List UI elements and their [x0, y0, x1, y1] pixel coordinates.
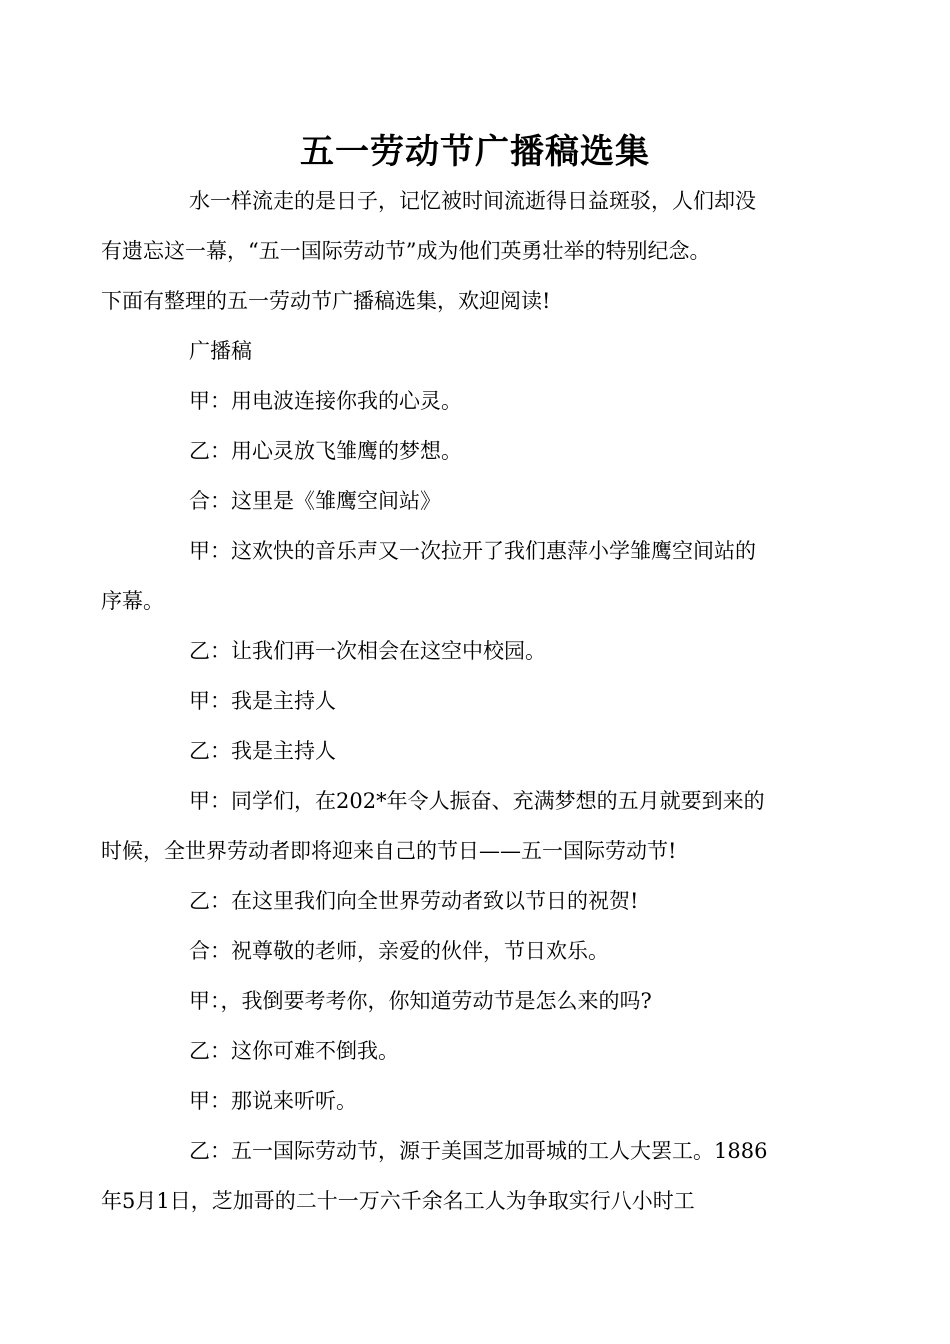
paragraph-line: 时候，全世界劳动者即将迎来自己的节日——五一国际劳动节!: [101, 839, 677, 863]
paragraph-dialogue: [145, 876, 810, 926]
paragraph-dialogue: [145, 976, 810, 1026]
paragraph-line: 乙：我是主持人: [189, 739, 336, 763]
paragraph-dialogue: [145, 476, 810, 526]
paragraph-dialogue: [101, 776, 810, 876]
paragraph-line: 甲：我是主持人: [189, 689, 336, 713]
paragraph-line: 序幕。: [101, 589, 164, 613]
paragraph-line: 广播稿: [189, 339, 252, 363]
paragraph-line: 甲：这欢快的音乐声又一次拉开了我们惠萍小学雏鹰空间站的: [189, 539, 756, 563]
paragraph-line: 甲：同学们，在202*年令人振奋、充满梦想的五月就要到来的: [189, 789, 765, 813]
paragraph-line: 乙：用心灵放飞雏鹰的梦想。: [189, 439, 462, 463]
paragraph-dialogue: [101, 526, 810, 626]
paragraph-line: 乙：让我们再一次相会在这空中校园。: [189, 639, 546, 663]
paragraph-dialogue: [145, 1076, 810, 1126]
paragraph-line: 有遗忘这一幕，“五一国际劳动节”成为他们英勇壮举的特别纪念。: [101, 239, 711, 263]
paragraph-line: 合：这里是《雏鹰空间站》: [189, 489, 441, 513]
paragraph-dialogue: [145, 676, 810, 726]
paragraph-line: 乙：在这里我们向全世界劳动者致以节日的祝贺!: [189, 889, 639, 913]
paragraph-line: 乙：五一国际劳动节，源于美国芝加哥城的工人大罢工。1886: [189, 1139, 768, 1163]
paragraph-dialogue: [101, 1126, 810, 1226]
document-title: 五一劳动节广播稿选集: [300, 132, 650, 172]
paragraph-dialogue: [145, 926, 810, 976]
paragraph-dialogue: [145, 1026, 810, 1076]
paragraph-dialogue: [145, 376, 810, 426]
paragraph-line: 甲：用电波连接你我的心灵。: [189, 389, 462, 413]
paragraph-line: 下面有整理的五一劳动节广播稿选集，欢迎阅读!: [101, 289, 551, 313]
paragraph-section-heading: [145, 326, 810, 376]
paragraph-intro: [101, 176, 810, 326]
paragraph-dialogue: [145, 626, 810, 676]
paragraph-line: 年5月1日，芝加哥的二十一万六千余名工人为争取实行八小时工: [101, 1189, 695, 1213]
document-body: [101, 176, 810, 1226]
paragraph-line: 水一样流走的是日子，记忆被时间流逝得日益斑驳，人们却没: [189, 189, 756, 213]
paragraph-dialogue: [145, 726, 810, 776]
paragraph-line: 乙：这你可难不倒我。: [189, 1039, 399, 1063]
paragraph-line: 合：祝尊敬的老师，亲爱的伙伴，节日欢乐。: [189, 939, 609, 963]
paragraph-line: 甲：，我倒要考考你，你知道劳动节是怎么来的吗?: [189, 989, 652, 1013]
paragraph-line: 甲：那说来听听。: [189, 1089, 357, 1113]
paragraph-dialogue: [145, 426, 810, 476]
